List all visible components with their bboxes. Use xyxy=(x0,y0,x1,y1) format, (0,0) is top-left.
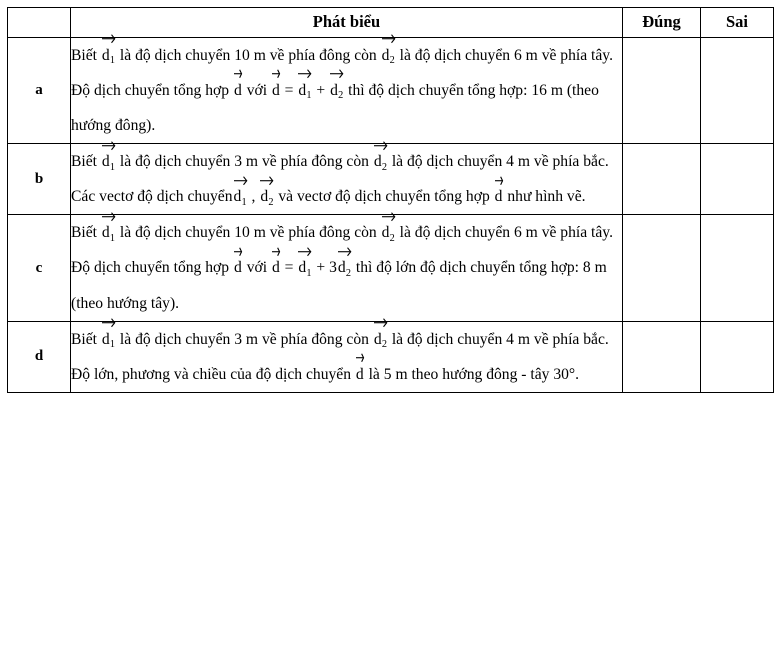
vector-subscript: 2 xyxy=(268,196,274,208)
statement-text: là độ dịch chuyển 6 m về phía tây. xyxy=(395,224,613,242)
statement-text: Biết xyxy=(71,330,101,348)
vector-subscript: 1 xyxy=(241,196,247,208)
vector-letter: d xyxy=(298,82,307,100)
table-row xyxy=(8,215,774,321)
statement-paragraph xyxy=(71,38,622,73)
vector-letter: d xyxy=(260,188,269,206)
answer-cell-false[interactable] xyxy=(701,215,774,321)
statement-table xyxy=(7,7,774,393)
statement-text: với xyxy=(242,82,271,100)
vector-letter: d xyxy=(355,365,364,383)
vector-symbol xyxy=(234,179,247,214)
statement-paragraph xyxy=(71,215,622,250)
row-statement xyxy=(71,215,623,321)
statement-text: như hình vẽ. xyxy=(503,188,586,206)
statement-text: = xyxy=(280,259,298,277)
statement-text: + 3 xyxy=(312,259,337,277)
row-label: a xyxy=(8,38,71,144)
vector-symbol xyxy=(234,73,242,108)
row-label: b xyxy=(8,144,71,215)
vector-subscript: 1 xyxy=(109,232,116,244)
vector-letter: d xyxy=(101,224,110,242)
statement-text: Độ dịch chuyển tổng hợp xyxy=(71,259,233,277)
vector-symbol xyxy=(260,179,273,214)
vector-letter: d xyxy=(330,82,338,100)
statement-text: thì độ lớn độ dịch chuyển tổng hợp: 8 m (theo hướng tây). xyxy=(71,259,607,312)
vector-symbol xyxy=(102,322,115,357)
statement-text: là độ dịch chuyển 10 m về phía đông còn xyxy=(116,47,381,64)
statement-text: Độ dịch chuyển tổng hợp xyxy=(71,82,233,100)
header-false: Sai xyxy=(701,8,774,38)
vector-symbol xyxy=(298,250,311,285)
answer-cell-true[interactable] xyxy=(623,215,701,321)
vector-subscript: 1 xyxy=(306,90,312,102)
answer-cell-false[interactable] xyxy=(701,38,774,144)
vector-symbol xyxy=(102,144,115,179)
vector-subscript: 2 xyxy=(389,55,395,67)
vector-subscript: 1 xyxy=(109,55,116,67)
statement-text: là độ dịch chuyển 10 m về phía đông còn xyxy=(116,224,381,242)
vector-letter: d xyxy=(381,47,390,64)
table-row xyxy=(8,144,774,215)
vector-letter: d xyxy=(101,47,110,64)
vector-letter: d xyxy=(271,82,280,100)
answer-cell-true[interactable] xyxy=(623,38,701,144)
statement-text: là độ dịch chuyển 3 m về phía đông còn xyxy=(116,153,373,171)
statement-text: , xyxy=(247,188,260,206)
answer-cell-true[interactable] xyxy=(623,321,701,392)
vector-symbol xyxy=(374,322,387,357)
vector-symbol xyxy=(234,250,242,285)
vector-letter: d xyxy=(233,188,242,206)
vector-symbol xyxy=(495,179,503,214)
vector-symbol xyxy=(382,38,395,73)
vector-symbol xyxy=(356,357,364,392)
statement-paragraph xyxy=(71,144,622,179)
vector-letter: d xyxy=(101,153,110,171)
row-label: c xyxy=(8,215,71,321)
vector-symbol xyxy=(330,73,343,108)
statement-text: là độ dịch chuyển 4 m về phía bắc. xyxy=(387,153,609,171)
statement-text: Biết xyxy=(71,153,101,171)
vector-letter: d xyxy=(271,259,280,277)
vector-letter: d xyxy=(337,259,346,277)
statement-text: = xyxy=(280,82,298,100)
vector-symbol xyxy=(338,250,351,285)
statement-text: Biết xyxy=(71,47,101,64)
vector-symbol xyxy=(102,215,115,250)
vector-subscript: 2 xyxy=(381,161,387,173)
vector-symbol xyxy=(382,215,395,250)
statement-text: là độ dịch chuyển 6 m về phía tây. xyxy=(395,47,613,64)
vector-subscript: 2 xyxy=(389,232,395,244)
statement-text: và vectơ độ dịch chuyển tổng hợp xyxy=(274,188,494,206)
header-true: Đúng xyxy=(623,8,701,38)
table-header-row xyxy=(8,8,774,38)
row-label: d xyxy=(8,321,71,392)
statement-paragraph xyxy=(71,322,622,357)
statement-text: với xyxy=(242,259,271,277)
statement-text: + xyxy=(312,82,330,100)
vector-letter: d xyxy=(101,330,110,348)
vector-subscript: 2 xyxy=(345,267,352,279)
vector-subscript: 1 xyxy=(109,338,116,350)
vector-symbol xyxy=(102,38,115,73)
answer-cell-false[interactable] xyxy=(701,321,774,392)
statement-text: Độ lớn, phương và chiều của độ dịch chuyển xyxy=(71,365,355,383)
vector-symbol xyxy=(298,73,311,108)
vector-symbol xyxy=(272,73,280,108)
header-label-blank xyxy=(8,8,71,38)
statement-paragraph xyxy=(71,73,622,143)
row-statement xyxy=(71,38,623,144)
header-statement: Phát biểu xyxy=(71,8,623,38)
vector-letter: d xyxy=(373,153,382,171)
vector-subscript: 1 xyxy=(306,267,312,279)
statement-paragraph xyxy=(71,357,622,392)
statement-paragraph xyxy=(71,250,622,320)
statement-text: thì độ dịch chuyển tổng hợp: 16 m (theo hướng đông). xyxy=(71,82,599,135)
table-row xyxy=(8,38,774,144)
vector-subscript: 2 xyxy=(381,338,387,350)
answer-cell-false[interactable] xyxy=(701,144,774,215)
vector-subscript: 2 xyxy=(338,90,344,102)
statement-text: Biết xyxy=(71,224,101,242)
row-statement xyxy=(71,321,623,392)
statement-text: là độ dịch chuyển 4 m về phía bắc. xyxy=(387,330,609,348)
vector-letter: d xyxy=(373,330,382,348)
statement-text: là 5 m theo hướng đông - tây 30°. xyxy=(364,365,580,383)
vector-letter: d xyxy=(234,259,242,277)
vector-letter: d xyxy=(381,224,390,242)
row-statement xyxy=(71,144,623,215)
statement-text: là độ dịch chuyển 3 m về phía đông còn xyxy=(116,330,373,348)
table-body xyxy=(8,8,774,393)
vector-symbol xyxy=(272,250,280,285)
statement-text: Các vectơ độ dịch chuyển xyxy=(71,188,233,206)
statement-paragraph xyxy=(71,179,622,214)
answer-cell-true[interactable] xyxy=(623,144,701,215)
vector-letter: d xyxy=(298,259,307,277)
vector-letter: d xyxy=(494,188,503,206)
vector-subscript: 1 xyxy=(109,161,116,173)
table-row xyxy=(8,321,774,392)
vector-letter: d xyxy=(234,82,242,100)
vector-symbol xyxy=(374,144,387,179)
